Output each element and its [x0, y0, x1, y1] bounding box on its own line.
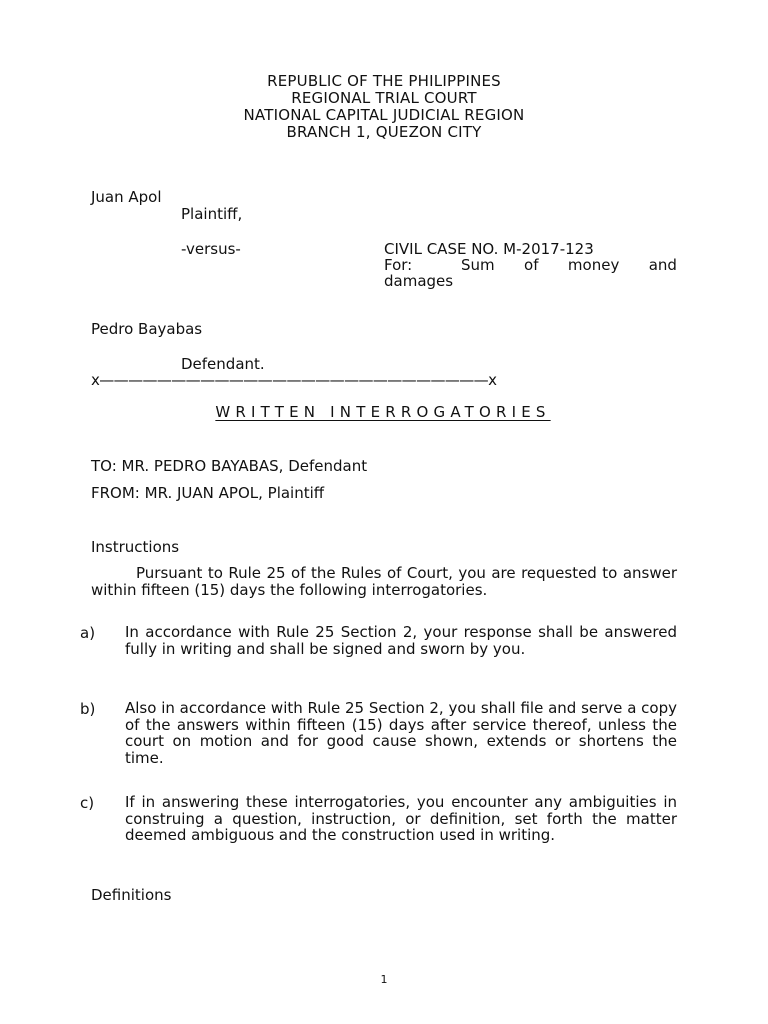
from-line: FROM: MR. JUAN APOL, Plaintiff: [91, 484, 325, 502]
instructions-heading: Instructions: [91, 538, 180, 556]
case-for-continued: damages: [384, 272, 454, 290]
court-header-region: NATIONAL CAPITAL JUDICIAL REGION: [243, 106, 525, 124]
case-for-word: Sum: [461, 256, 495, 274]
case-for-word: and: [648, 256, 677, 274]
court-header-branch: BRANCH 1, QUEZON CITY: [286, 123, 482, 141]
item-a-text: In accordance with Rule 25 Section 2, your response shall be answered fully in writing and shall be signed and sworn by you.: [125, 623, 677, 658]
plaintiff-name: Juan Apol: [91, 188, 162, 206]
case-for-word: money: [567, 256, 620, 274]
case-for-words: [461, 256, 677, 274]
item-b-label: b): [80, 700, 96, 718]
item-c-text: If in answering these interrogatories, you encounter any ambiguities in construing a question, instruction, or definition, set forth the matter deemed ambiguous and the construction used in writing.: [125, 793, 677, 844]
item-b-text: Also in accordance with Rule 25 Section 2, you shall file and serve a copy of the answers within fifteen (15) days after service thereof, unless the court on motion and for good cause shown, extends or shortens the time.: [125, 699, 677, 767]
document-title: WRITTEN INTERROGATORIES: [215, 403, 551, 421]
definitions-heading: Definitions: [91, 886, 172, 904]
defendant-label: Defendant.: [181, 355, 265, 373]
court-header-rtc: REGIONAL TRIAL COURT: [291, 89, 477, 107]
case-for-label: For:: [384, 256, 413, 274]
versus-label: -versus-: [181, 240, 241, 258]
civil-case-number: CIVIL CASE NO. M-2017-123: [384, 240, 594, 258]
item-c-label: c): [80, 794, 95, 812]
defendant-name: Pedro Bayabas: [91, 320, 203, 338]
intro-paragraph: Pursuant to Rule 25 of the Rules of Court, you are requested to answer within fifteen (15) days the following interrogatories.: [91, 564, 677, 599]
to-line: TO: MR. PEDRO BAYABAS, Defendant: [91, 457, 368, 475]
case-for-word: of: [524, 256, 539, 274]
court-header-republic: REPUBLIC OF THE PHILIPPINES: [267, 72, 501, 90]
page-number: 1: [380, 973, 388, 986]
caption-separator: x———————————————————————————x: [91, 371, 497, 389]
plaintiff-label: Plaintiff,: [181, 205, 243, 223]
item-a-label: a): [80, 624, 96, 642]
